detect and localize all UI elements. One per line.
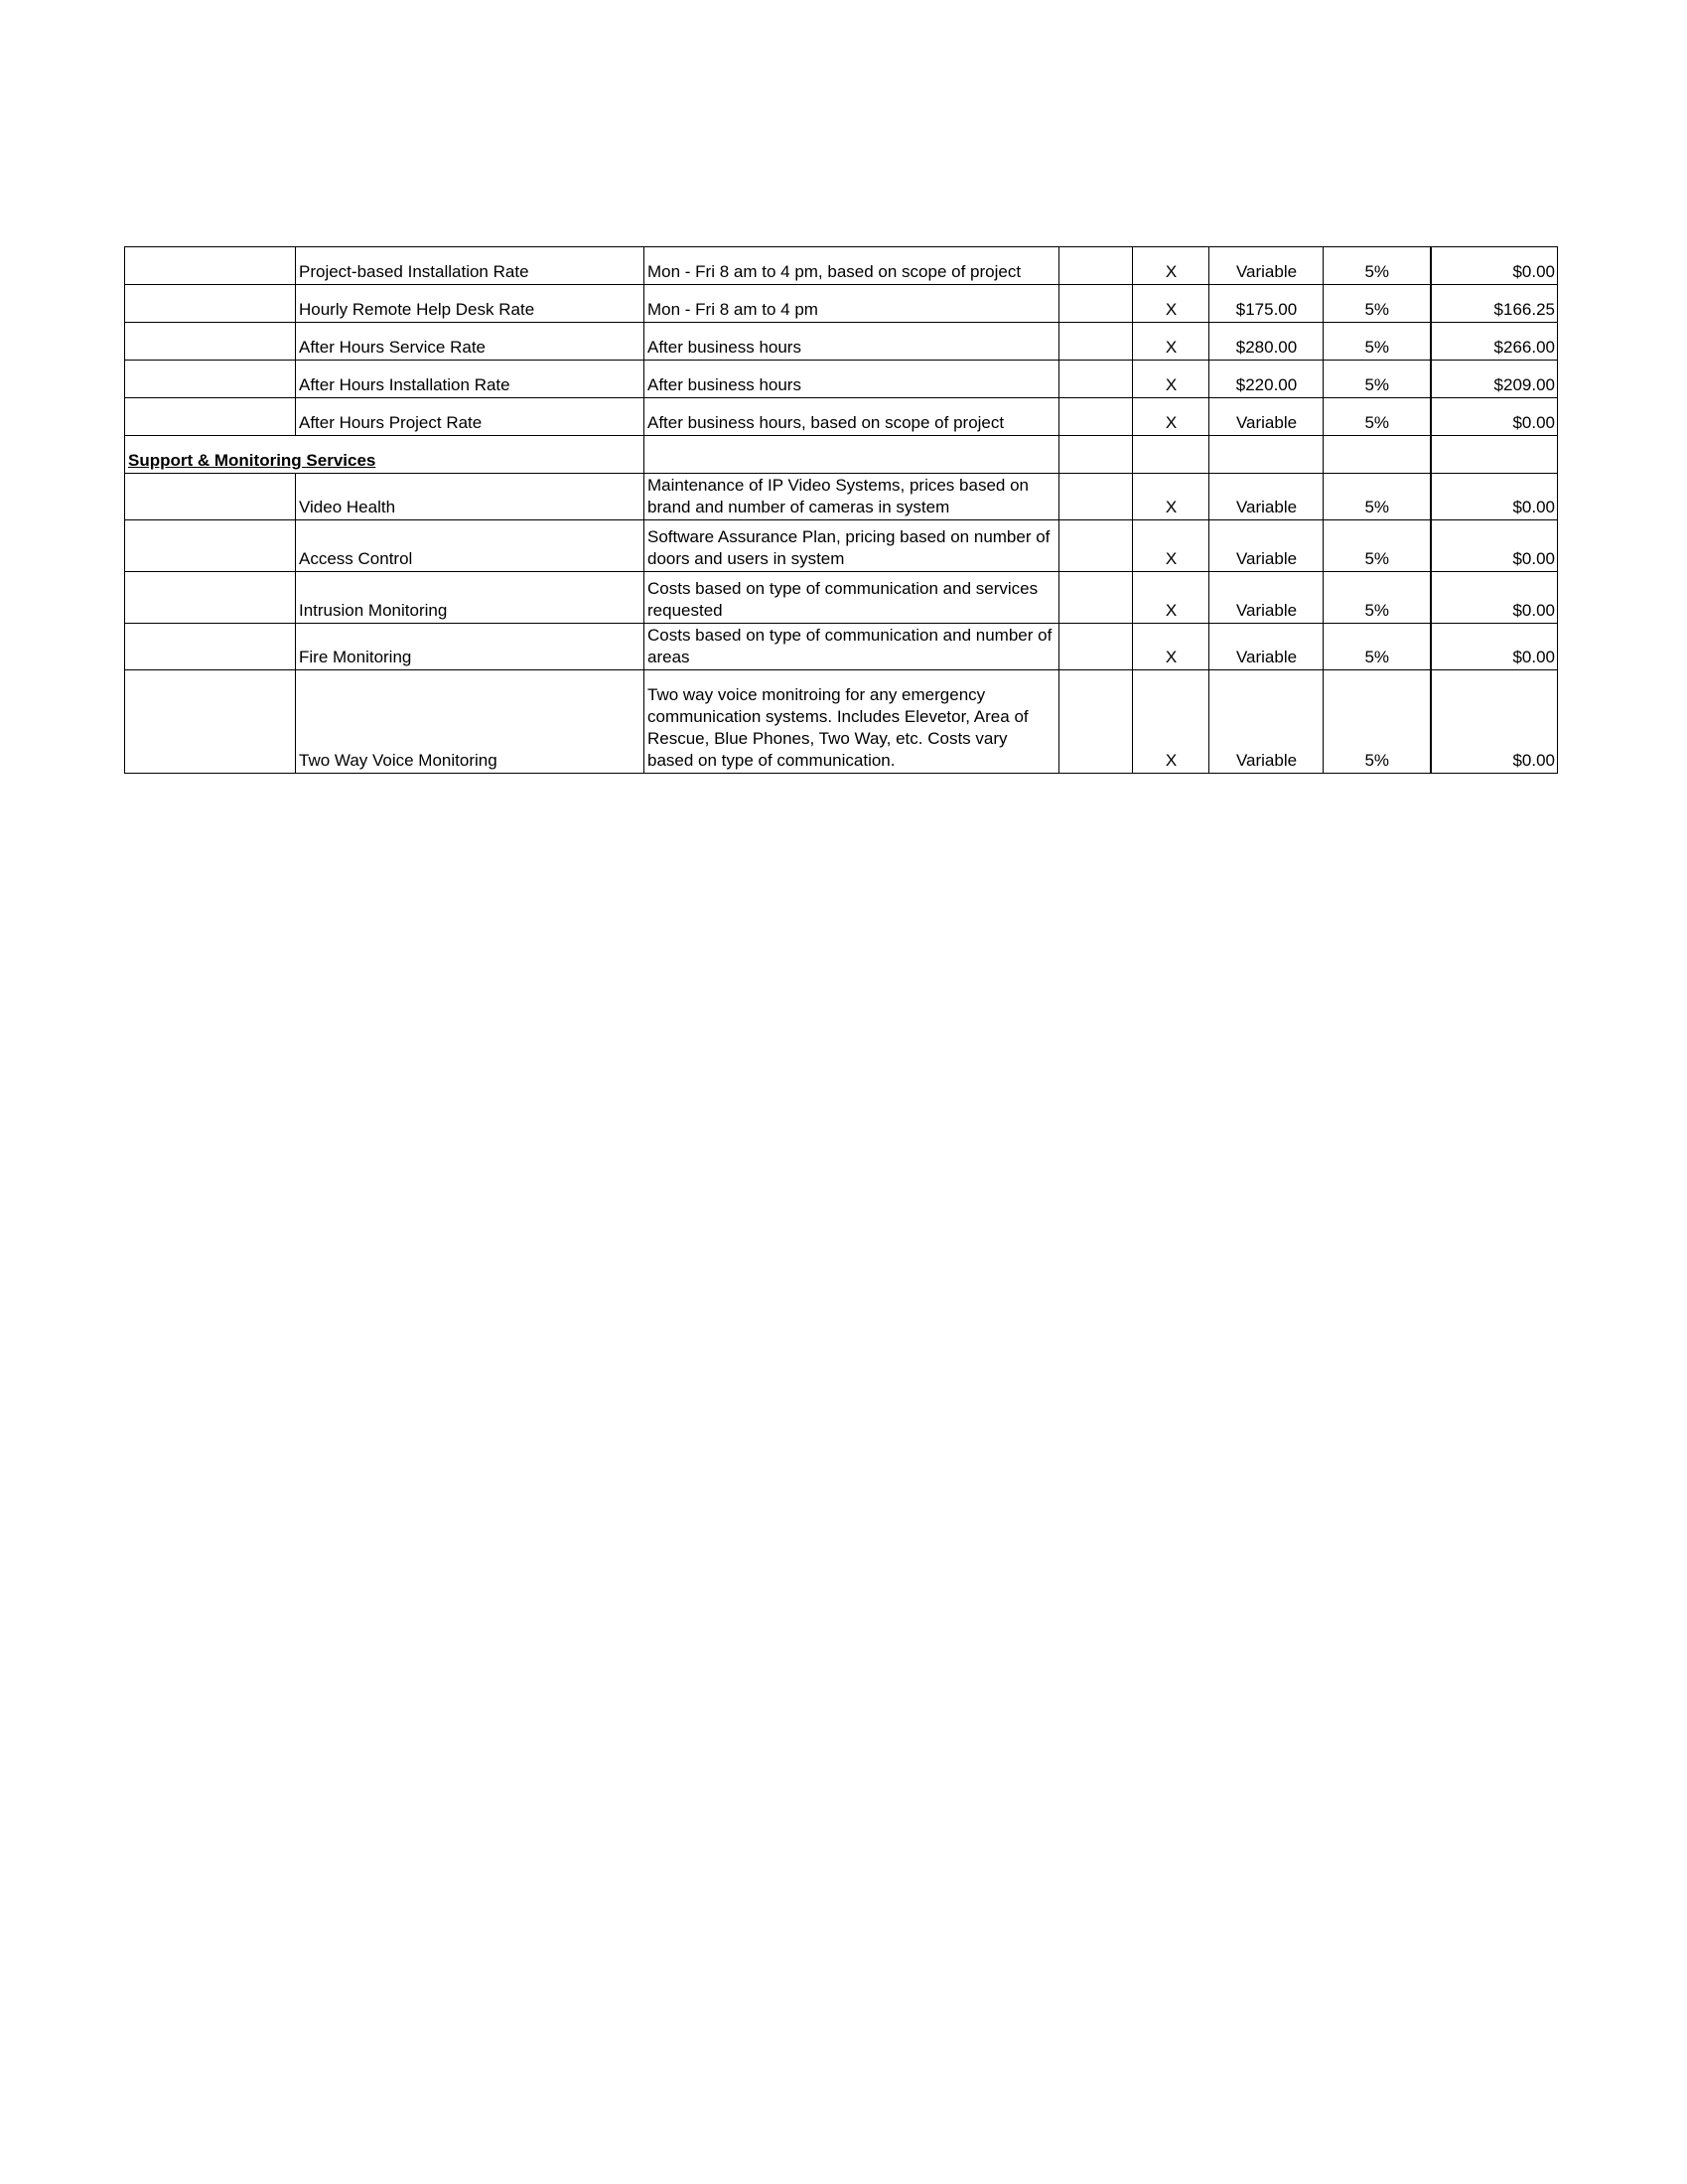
pricing-table [124,246,1558,774]
mark-cell: X [1133,624,1209,670]
blank-cell [1059,670,1133,774]
table-row [125,474,1558,520]
description-cell: Costs based on type of communication and services requested [644,572,1059,624]
table-row [125,520,1558,572]
total-cell: $266.00 [1431,323,1558,361]
service-cell: Access Control [296,520,644,572]
category-cell [125,670,296,774]
table-row [125,624,1558,670]
table-row [125,398,1558,436]
discount-cell: 5% [1324,474,1431,520]
blank-cell [1059,436,1133,474]
total-cell: $0.00 [1431,398,1558,436]
service-cell: Two Way Voice Monitoring [296,670,644,774]
price-cell: Variable [1209,572,1324,624]
mark-cell: X [1133,398,1209,436]
service-cell: Intrusion Monitoring [296,572,644,624]
total-cell: $0.00 [1431,670,1558,774]
price-cell: Variable [1209,624,1324,670]
table-row [125,247,1558,285]
price-cell: Variable [1209,398,1324,436]
total-cell: $166.25 [1431,285,1558,323]
service-cell: Hourly Remote Help Desk Rate [296,285,644,323]
price-cell: Variable [1209,670,1324,774]
category-cell [125,474,296,520]
price-cell: Variable [1209,247,1324,285]
category-cell [125,520,296,572]
category-cell [125,624,296,670]
discount-cell: 5% [1324,247,1431,285]
service-cell: After Hours Installation Rate [296,361,644,398]
discount-cell: 5% [1324,285,1431,323]
table-row [125,285,1558,323]
total-cell: $209.00 [1431,361,1558,398]
blank-cell [1059,247,1133,285]
blank-cell [1209,436,1324,474]
mark-cell: X [1133,361,1209,398]
service-cell: After Hours Project Rate [296,398,644,436]
discount-cell: 5% [1324,624,1431,670]
mark-cell: X [1133,323,1209,361]
description-cell: Two way voice monitroing for any emergency communication systems. Includes Elevetor, Area of Rescue, Blue Phones, Two Way, etc. Costs vary based on type of communication. [644,670,1059,774]
blank-cell [1059,520,1133,572]
description-cell: After business hours, based on scope of project [644,398,1059,436]
table-row [125,361,1558,398]
section-header-row [125,436,1558,474]
blank-cell [1059,285,1133,323]
table-row [125,670,1558,774]
category-cell [125,572,296,624]
blank-cell [1324,436,1431,474]
description-cell: After business hours [644,323,1059,361]
blank-cell [1059,361,1133,398]
discount-cell: 5% [1324,398,1431,436]
description-cell: Costs based on type of communication and number of areas [644,624,1059,670]
category-cell [125,323,296,361]
blank-cell [1431,436,1558,474]
discount-cell: 5% [1324,572,1431,624]
description-cell: After business hours [644,361,1059,398]
service-cell: Project-based Installation Rate [296,247,644,285]
category-cell [125,398,296,436]
mark-cell: X [1133,474,1209,520]
description-cell: Maintenance of IP Video Systems, prices based on brand and number of cameras in system [644,474,1059,520]
price-cell: $280.00 [1209,323,1324,361]
discount-cell: 5% [1324,670,1431,774]
blank-cell [1059,474,1133,520]
mark-cell: X [1133,285,1209,323]
category-cell [125,361,296,398]
category-cell [125,285,296,323]
table-row [125,323,1558,361]
mark-cell: X [1133,247,1209,285]
mark-cell: X [1133,670,1209,774]
price-cell: Variable [1209,520,1324,572]
total-cell: $0.00 [1431,624,1558,670]
price-cell: $175.00 [1209,285,1324,323]
mark-cell: X [1133,572,1209,624]
blank-cell [644,436,1059,474]
discount-cell: 5% [1324,361,1431,398]
price-cell: $220.00 [1209,361,1324,398]
service-cell: Video Health [296,474,644,520]
blank-cell [1059,624,1133,670]
blank-cell [1059,398,1133,436]
total-cell: $0.00 [1431,247,1558,285]
description-cell: Mon - Fri 8 am to 4 pm [644,285,1059,323]
total-cell: $0.00 [1431,572,1558,624]
section-title: Support & Monitoring Services [125,436,644,474]
description-cell: Mon - Fri 8 am to 4 pm, based on scope of project [644,247,1059,285]
total-cell: $0.00 [1431,520,1558,572]
mark-cell: X [1133,520,1209,572]
price-cell: Variable [1209,474,1324,520]
blank-cell [1059,572,1133,624]
category-cell [125,247,296,285]
blank-cell [1133,436,1209,474]
discount-cell: 5% [1324,520,1431,572]
service-cell: After Hours Service Rate [296,323,644,361]
discount-cell: 5% [1324,323,1431,361]
description-cell: Software Assurance Plan, pricing based on number of doors and users in system [644,520,1059,572]
service-cell: Fire Monitoring [296,624,644,670]
total-cell: $0.00 [1431,474,1558,520]
table-row [125,572,1558,624]
blank-cell [1059,323,1133,361]
